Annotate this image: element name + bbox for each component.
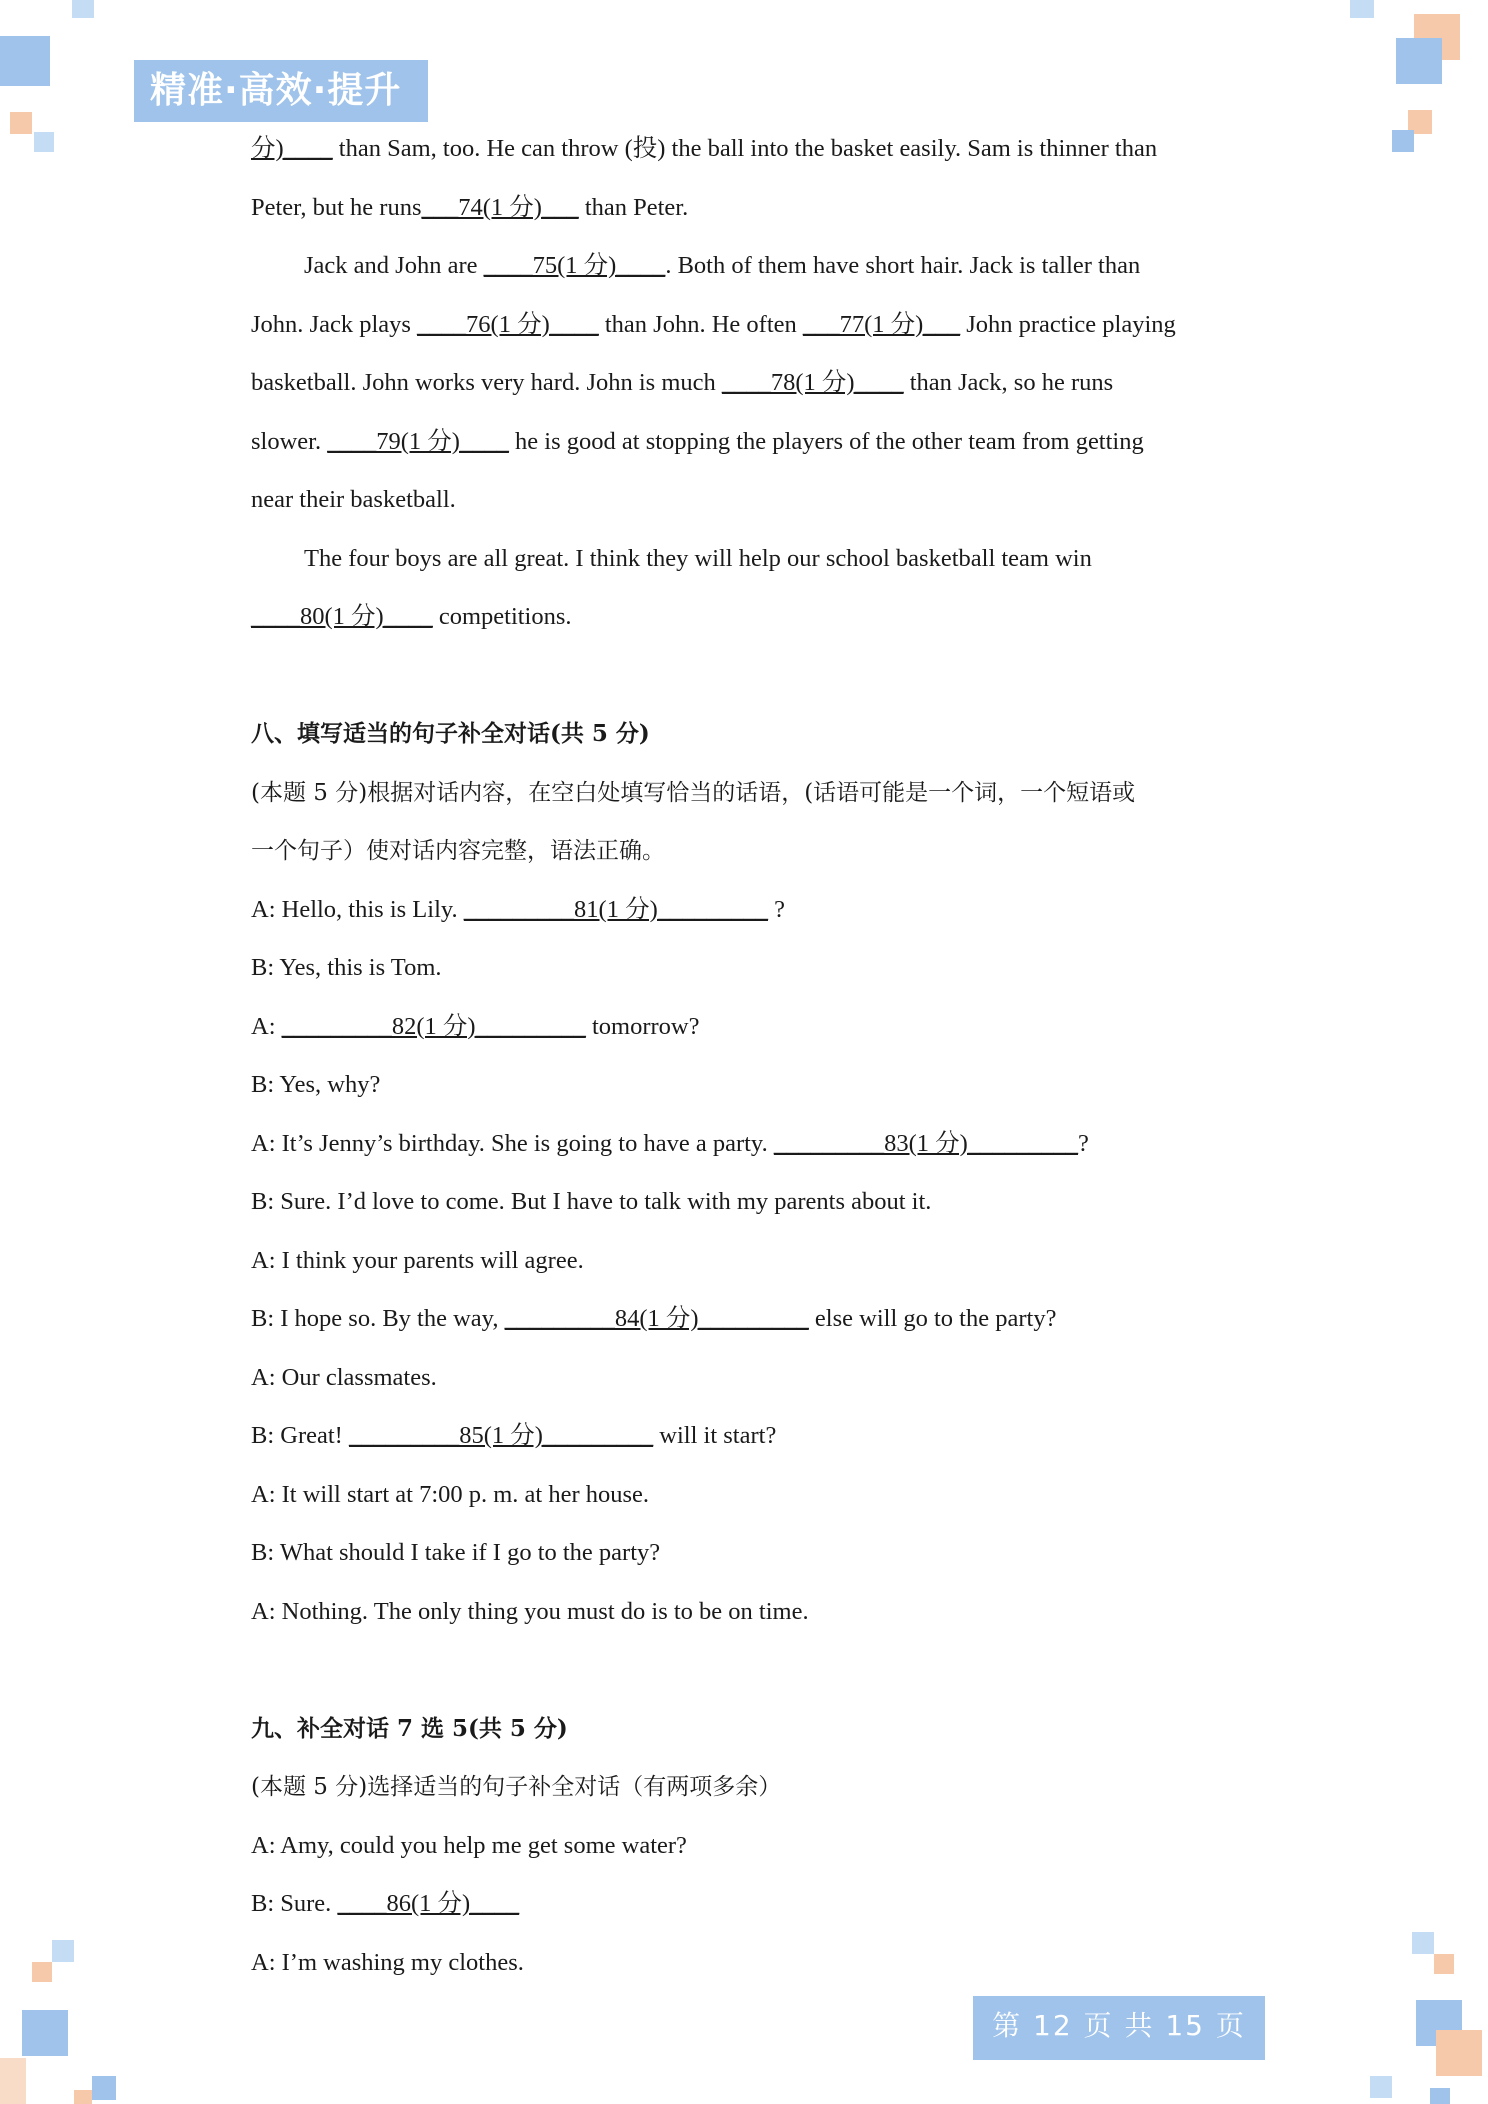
dialogue-line: B: I hope so. By the way, _________84(1 分)_________ else will go to the party? bbox=[251, 1305, 1057, 1332]
passage-line: Peter, but he runs___74(1 分)___ than Peter. bbox=[251, 193, 689, 221]
corner-decoration bbox=[1370, 2076, 1392, 2098]
passage-line: Jack and John are ____75(1 分)____. Both of them have short hair. Jack is taller than bbox=[304, 252, 1141, 279]
corner-decoration bbox=[1430, 2088, 1450, 2104]
section-instructions: (本题 5 分)根据对话内容，在空白处填写恰当的话语，(话语可能是一个词，一个短语或 bbox=[251, 779, 1136, 806]
dialogue-line: A: Nothing. The only thing you must do is to be on time. bbox=[251, 1597, 809, 1625]
section-instructions: (本题 5 分)选择适当的句子补全对话（有两项多余） bbox=[251, 1774, 782, 1800]
answer-blank-82[interactable]: _________82(1 分)_________ bbox=[281, 1012, 586, 1040]
answer-blank-85[interactable]: _________85(1 分)_________ bbox=[348, 1422, 654, 1449]
answer-blank-75[interactable]: ____75(1 分)____ bbox=[483, 252, 666, 279]
dialogue-line: A: It will start at 7:00 p. m. at her house. bbox=[251, 1480, 650, 1508]
corner-decoration bbox=[1396, 38, 1442, 84]
corner-decoration bbox=[92, 2076, 116, 2100]
corner-decoration bbox=[1350, 0, 1374, 18]
corner-decoration bbox=[74, 2090, 92, 2104]
corner-decoration bbox=[1436, 2030, 1482, 2076]
answer-blank-74[interactable]: ___74(1 分)___ bbox=[421, 193, 579, 221]
answer-blank-79[interactable]: ____79(1 分)____ bbox=[327, 427, 509, 455]
section-heading-9: 九、补全对话 7 选 5(共 5 分) bbox=[251, 1714, 568, 1742]
corner-decoration bbox=[0, 36, 50, 86]
answer-blank-86[interactable]: ____86(1 分)____ bbox=[337, 1890, 520, 1917]
answer-blank-78[interactable]: ____78(1 分)____ bbox=[721, 369, 904, 396]
answer-blank-83[interactable]: _________83(1 分)_________ bbox=[773, 1129, 1079, 1157]
dialogue-line: A: I think your parents will agree. bbox=[251, 1246, 584, 1274]
brand-badge: 精准·高效·提升 bbox=[134, 60, 428, 122]
passage-line: The four boys are all great. I think they will help our school basketball team win bbox=[304, 544, 1092, 572]
answer-blank-77[interactable]: ___77(1 分)___ bbox=[802, 310, 961, 338]
dialogue-line: A: _________82(1 分)_________ tomorrow? bbox=[251, 1012, 700, 1040]
passage-line: ____80(1 分)____ competitions. bbox=[251, 603, 572, 630]
corner-decoration bbox=[1434, 1954, 1454, 1974]
answer-blank-84[interactable]: _________84(1 分)_________ bbox=[504, 1305, 809, 1332]
answer-blank-80[interactable]: ____80(1 分)____ bbox=[251, 603, 433, 630]
section-instructions: 一个句子）使对话内容完整，语法正确。 bbox=[251, 838, 665, 864]
dialogue-line: B: Sure. ____86(1 分)____ bbox=[251, 1890, 520, 1917]
passage-line: John. Jack plays ____76(1 分)____ than John. He often ___77(1 分)___ John practice playing bbox=[251, 310, 1176, 338]
dialogue-line: A: Hello, this is Lily. _________81(1 分)_________ ? bbox=[251, 895, 785, 923]
answer-blank-76[interactable]: ____76(1 分)____ bbox=[417, 310, 599, 338]
corner-decoration bbox=[22, 2010, 68, 2056]
corner-decoration bbox=[34, 132, 54, 152]
answer-blank-73[interactable]: 分)____ bbox=[251, 135, 333, 162]
dialogue-line: B: Sure. I’d love to come. But I have to talk with my parents about it. bbox=[251, 1188, 932, 1215]
corner-decoration bbox=[1412, 1932, 1434, 1954]
corner-decoration bbox=[0, 2058, 26, 2104]
dialogue-line: B: Great! _________85(1 分)_________ will it start? bbox=[251, 1422, 777, 1449]
section-heading-8: 八、填写适当的句子补全对话(共 5 分) bbox=[251, 720, 650, 747]
corner-decoration bbox=[32, 1962, 52, 1982]
corner-decoration bbox=[72, 0, 94, 18]
corner-decoration bbox=[52, 1940, 74, 1962]
dialogue-line: A: It’s Jenny’s birthday. She is going to have a party. _________83(1 分)_________? bbox=[251, 1129, 1089, 1157]
passage-line: 分)____ than Sam, too. He can throw (投) the ball into the basket easily. Sam is thinner than bbox=[251, 135, 1158, 162]
page-number: 第 12 页 共 15 页 bbox=[973, 1996, 1265, 2060]
passage-line: basketball. John works very hard. John is much ____78(1 分)____ than Jack, so he runs bbox=[251, 369, 1114, 396]
dialogue-line: B: Yes, this is Tom. bbox=[251, 954, 442, 981]
corner-decoration bbox=[10, 112, 32, 134]
dialogue-line: A: Our classmates. bbox=[251, 1363, 437, 1391]
document-body bbox=[251, 120, 1251, 1992]
passage-line: slower. ____79(1 分)____ he is good at stopping the players of the other team from getting bbox=[251, 427, 1144, 455]
dialogue-line: B: What should I take if I go to the party? bbox=[251, 1539, 661, 1566]
answer-blank-81[interactable]: _________81(1 分)_________ bbox=[463, 895, 768, 923]
dialogue-line: A: I’m washing my clothes. bbox=[251, 1948, 524, 1976]
dialogue-line: B: Yes, why? bbox=[251, 1071, 381, 1098]
passage-line: near their basketball. bbox=[251, 486, 456, 513]
dialogue-line: A: Amy, could you help me get some water? bbox=[251, 1831, 687, 1859]
corner-decoration bbox=[1392, 130, 1414, 152]
